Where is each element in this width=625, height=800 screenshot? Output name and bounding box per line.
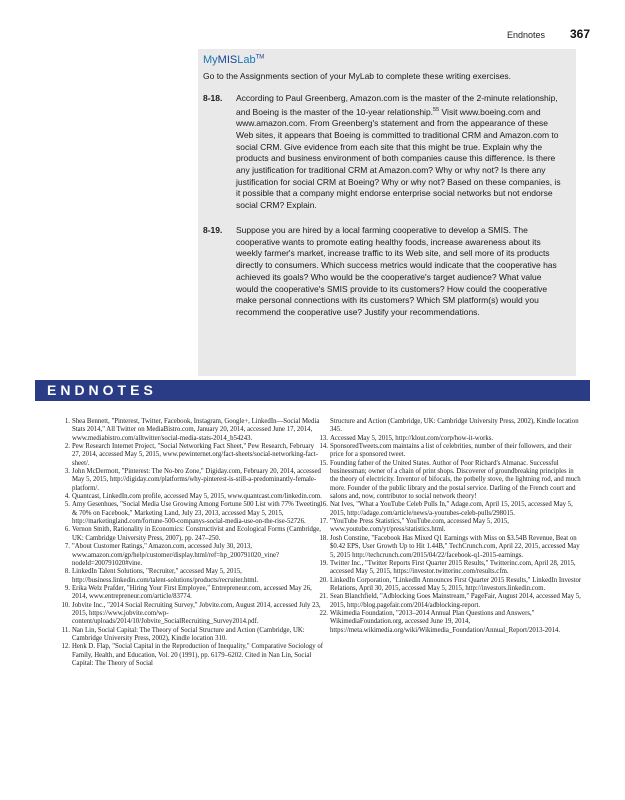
endnotes-column-left <box>60 418 324 668</box>
endnote-item <box>318 518 582 535</box>
endnote-item <box>60 443 324 468</box>
endnote-number: 19. <box>319 559 328 567</box>
endnote-item <box>60 543 324 568</box>
endnote-text: Nat Ives, "What a YouTube Celeb Pulls In," Adage.com, April 15, 2015, accessed May 5, 2015, http://adage.com/article/news/a-youtubes-celeb-pulls/298015. <box>330 501 573 517</box>
endnote-number: 18. <box>319 534 328 542</box>
endnote-number: 11. <box>61 626 70 634</box>
exercise-number: 8-18. <box>203 93 223 103</box>
endnote-number: 5. <box>64 501 70 509</box>
endnote-text: Henk D. Flap, "Social Capital in the Reproduction of Inequality," Comparative Sociology of Family, Health, and Education, Vol. 20 (1991), pp. 6179–6202. Cited in Nan Lin, Social Capital: The Theory of Social <box>72 643 324 667</box>
assignment-instruction: Go to the Assignments section of your MyLab to complete these writing exercises. <box>203 71 512 81</box>
endnote-number: 21. <box>319 593 328 601</box>
endnote-item <box>318 460 582 502</box>
endnote-text: LinkedIn Corporation, "LinkedIn Announces First Quarter 2015 Results," LinkedIn Investor Relations, April 30, 2015, accessed May 5, 2015, http://investors.linkedin.com. <box>330 576 582 592</box>
endnote-item <box>318 501 582 518</box>
endnote-item <box>318 443 582 460</box>
endnote-number: 16. <box>319 501 328 509</box>
endnote-number: 10. <box>61 601 70 609</box>
exercise-text: Suppose you are hired by a local farming cooperative to develop a SMIS. The cooperative wants to promote eating healthy foods, increase awareness about its weekly farmer's market, increase traffic to its Web site, and sell more of its products directly to consumers. Which success metrics would indicate that the cooperative has achieved its goals? Who would be the cooperative's target audience? What value would the cooperative's SMIS provide to its customers? How could the cooperative make personal connections with its customers? Which SM platform(s) would you recommend the cooperative use? Justify your recommendations. <box>236 225 557 317</box>
running-head: Endnotes <box>507 30 546 40</box>
endnote-item <box>60 418 324 443</box>
endnote-text: Nan Lin, Social Capital: The Theory of Social Structure and Action (Cambridge, UK: Cambridge University Press, 2002), Kindle location 310. <box>72 626 305 642</box>
endnote-item <box>318 577 582 594</box>
endnote-item <box>318 593 582 610</box>
endnote-number: 17. <box>319 518 328 526</box>
endnote-item <box>60 602 324 627</box>
endnote-text: Vernon Smith, Rationality in Economics: Constructivist and Ecological Forms (Cambridge, UK: Cambridge University Press, 2007), pp. 247–250. <box>72 526 321 542</box>
endnote-item <box>60 501 324 526</box>
endnote-text: Josh Constine, "Facebook Has Mixed Q1 Earnings with Miss on $3.54B Revenue, Beat on $0.42 EPS, User Growth Up to Hit 1.44B," TechCrunch.com, April 22, 2015, accessed May 5, 2015 http://techcrunch.com/2015/04/22/facebook-q1-2015-earnings. <box>330 534 580 559</box>
endnote-text: Jobvite Inc., "2014 Social Recruiting Survey," Jobvite.com, August 2014, accessed July 23, 2015, https://www.jobvite.com/wp-content/uploads/2014/10/Jobvite_SocialRecruiting_Survey2014.pdf. <box>72 601 321 626</box>
endnote-item <box>318 560 582 577</box>
endnote-text: Sean Blanchfield, "Adblocking Goes Mainstream," PageFair, August 2014, accessed May 5, 2015, http://blog.pagefair.com/2014/adblocking-report. <box>330 593 581 609</box>
endnote-number: 4. <box>64 493 70 501</box>
endnote-item <box>60 643 324 668</box>
endnote-number: 9. <box>64 584 70 592</box>
endnote-item <box>60 568 324 585</box>
endnotes-heading: ENDNOTES <box>47 382 157 398</box>
endnote-number: 20. <box>319 576 328 584</box>
exercise-text: According to Paul Greenberg, Amazon.com is the master of the 2-minute relationship, and Boeing is the master of the 10-year relationship.$^{55}$ Visit www.boeing.com and www.amazon.com. From Greenberg's statement and from the appearance of these Web sites, it appears that Boeing is committed to traditional CRM and Amazon.com to social CRM. Give evidence from each site that this might be true. Explain why the products and business environment of both companies cause this difference. Is there any justification for traditional CRM at Amazon.com? Why or why not? Is there any justification for social CRM at Boeing? Why or why not? Based on these companies, is it possible that a company might endorse enterprise social networks but not endorse social CRM? Explain. <box>236 93 561 211</box>
endnote-item <box>60 468 324 493</box>
endnote-number: 14. <box>319 443 328 451</box>
endnote-number: 8. <box>64 568 70 576</box>
mylab-logo: MyMISLab™ <box>203 54 265 66</box>
endnote-text: "About Customer Ratings," Amazon.com, accessed July 30, 2013, www.amazon.com/gp/help/customer/display.html/ref=hp_200791020_vine?nodeId=200791020#vine. <box>72 543 280 567</box>
endnote-number: 13. <box>319 434 328 442</box>
endnote-text: LinkedIn Talent Solutions, "Recruiter," accessed May 5, 2015, http://business.linkedin.com/talent-solutions/products/recruiter.html. <box>72 568 259 584</box>
endnote-number: 2. <box>64 443 70 451</box>
endnote-text: "YouTube Press Statistics," YouTube.com, accessed May 5, 2015, www.youtube.com/yt/press/statistics.html. <box>330 518 510 534</box>
endnote-item <box>318 435 582 443</box>
endnote-item <box>60 526 324 543</box>
endnote-text: Shea Bennett, "Pinterest, Twitter, Facebook, Instagram, Google+, LinkedIn—Social Media Stats 2014," All Twitter on MediaBistro.com, January 20, 2014, accessed June 17, 2014, www.mediabistro.com/alltwitter/social-media-stats-2014_b54243. <box>72 418 320 442</box>
mylab-exercise-box <box>198 49 576 376</box>
endnote-item <box>318 610 582 635</box>
endnote-number: 22. <box>319 609 328 617</box>
endnote-text: Amy Gesenhues, "Social Media Use Growing Among Fortune 500 List with 77% Tweeting & 70% on Facebook," Marketing Land, July 23, 2013, accessed May 5, 2015, http://marketingland.com/fortune-500-companys-social-media-use-on-the-rise-52726. <box>72 501 321 526</box>
endnote-text: John McDermott, "Pinterest: The No-bro Zone," Digiday.com, February 20, 2014, accessed May 5, 2015, http://digiday.com/platforms/why-pinterest-is-still-a-predominantly-female-platform/. <box>72 468 321 492</box>
endnote-text: Pew Research Internet Project, "Social Networking Fact Sheet," Pew Research, February 27, 2014, accessed May 5, 2015, www.pewinternet.org/fact-sheets/social-networking-fact-sheet/. <box>72 443 318 467</box>
endnote-item <box>60 493 324 501</box>
endnote-number: 6. <box>64 526 70 534</box>
endnote-item <box>318 535 582 560</box>
endnote-text: SponsoredTweets.com maintains a list of celebrities, number of their followers, and their price for a sponsored tweet. <box>330 443 572 459</box>
endnote-number: 1. <box>64 418 70 425</box>
endnote-text: Founding father of the United States. Author of Poor Richard's Almanac. Successful businessman; owner of a chain of print shops. Discoverer of groundbreaking principles in the theory of electricity. Inventor of bifocals, the potbelly stove, the lightning rod, and much more. Founder of the public library and the postal service. Darling of the French court and salons and, now, contributor to social network theory! <box>330 459 581 501</box>
endnotes-column-right <box>318 418 582 635</box>
page-number: 367 <box>570 27 591 41</box>
exercise-number: 8-19. <box>203 225 223 235</box>
endnote-continuation: Structure and Action (Cambridge, UK: Cambridge University Press, 2002), Kindle location 345. <box>330 418 579 434</box>
endnotes-banner <box>35 380 590 401</box>
endnote-number: 7. <box>64 543 70 551</box>
reference-marker: 55 <box>433 106 440 113</box>
endnote-item <box>60 627 324 644</box>
endnote-number: 3. <box>64 468 70 476</box>
endnote-text: Wikimedia Foundation, "2013–2014 Annual Plan Questions and Answers," WikimediaFoundation.org, accessed June 19, 2014, https://meta.wikimedia.org/wiki/Wikimedia_Foundation/Annual_Report/2013-2014. <box>330 609 561 634</box>
endnote-number: 15. <box>319 459 328 467</box>
endnote-text: Twitter Inc., "Twitter Reports First Quarter 2015 Results," Twitterinc.com, April 28, 2015, accessed May 5, 2015, https://investor.twitterinc.com/results.cfm. <box>330 559 576 576</box>
endnote-text: Accessed May 5, 2015, http://klout.com/corp/how-it-works. <box>330 434 494 442</box>
endnote-text: Quantcast, LinkedIn.com profile, accessed May 5, 2015, www.quantcast.com/linkedin.com. <box>72 493 322 501</box>
endnote-text: Erika Welz Prafder, "Hiring Your First Employee," Entrepreneur.com, accessed May 26, 2014, www.entrepreneur.com/article/83774. <box>72 584 312 601</box>
endnote-item <box>60 585 324 602</box>
endnote-number: 12. <box>61 643 70 651</box>
